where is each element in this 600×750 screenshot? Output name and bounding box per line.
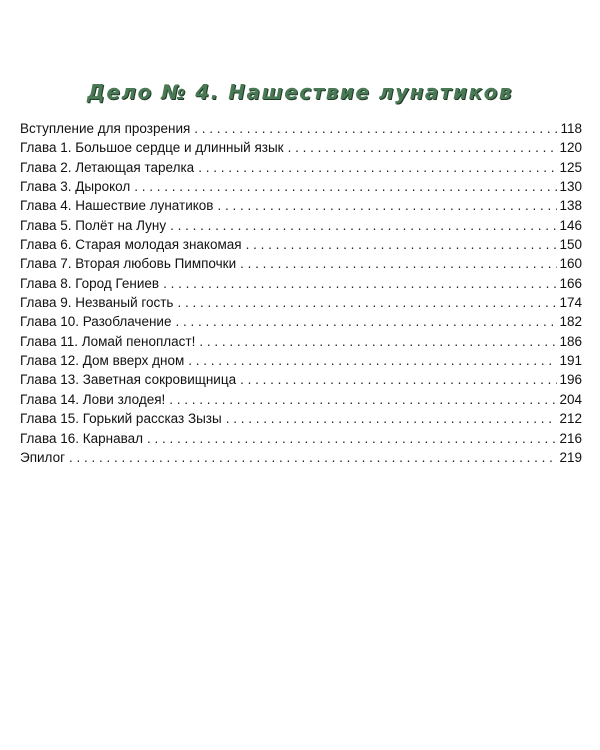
- toc-entry-title: Глава 8. Город Гениев: [20, 275, 160, 291]
- toc-leader-dots: [240, 254, 557, 273]
- toc-entry: [20, 448, 582, 467]
- toc-leader-dots: [217, 196, 557, 215]
- toc-entry-title: Глава 9. Незваный гость: [20, 295, 174, 311]
- toc-leader-dots: [69, 448, 557, 467]
- table-of-contents: [20, 119, 582, 467]
- toc-leader-dots: [240, 370, 557, 389]
- toc-entry-page-number: 160: [559, 256, 582, 272]
- toc-entry-page-number: 216: [559, 430, 582, 446]
- toc-entry: [20, 196, 582, 215]
- toc-leader-dots: [175, 312, 557, 331]
- toc-leader-dots: [194, 119, 558, 138]
- toc-entry-page-number: 120: [559, 140, 582, 156]
- toc-entry-title: Глава 11. Ломай пенопласт!: [20, 333, 196, 349]
- toc-entry-page-number: 118: [560, 121, 582, 136]
- toc-leader-dots: [199, 332, 557, 351]
- toc-entry: [20, 274, 582, 293]
- toc-entry-title: Глава 6. Старая молодая знакомая: [20, 237, 242, 253]
- toc-entry-page-number: 219: [559, 449, 582, 465]
- toc-entry-title: Глава 15. Горький рассказ Зызы: [20, 411, 222, 427]
- toc-entry: [20, 390, 582, 409]
- toc-leader-dots: [246, 235, 558, 254]
- toc-entry-title: Вступление для прозрения: [20, 121, 191, 136]
- toc-entry: [20, 293, 582, 312]
- toc-entry-title: Глава 5. Полёт на Луну: [20, 217, 167, 233]
- toc-entry: [20, 370, 582, 389]
- toc-entry-title: Эпилог: [20, 449, 66, 465]
- toc-leader-dots: [169, 390, 557, 409]
- toc-entry-title: Глава 3. Дырокол: [20, 179, 131, 195]
- toc-entry-page-number: 150: [559, 237, 582, 253]
- toc-leader-dots: [288, 138, 558, 157]
- toc-leader-dots: [188, 351, 557, 370]
- toc-entry-title: Глава 16. Карнавал: [20, 430, 143, 446]
- toc-leader-dots: [198, 158, 557, 177]
- toc-entry-title: Глава 1. Большое сердце и длинный язык: [20, 140, 284, 156]
- toc-entry-page-number: 174: [559, 295, 582, 311]
- toc-entry-title: Глава 7. Вторая любовь Пимпочки: [20, 256, 237, 272]
- toc-entry-title: Глава 13. Заветная сокровищница: [20, 372, 237, 388]
- toc-entry: [20, 216, 582, 235]
- toc-entry: [20, 429, 582, 448]
- toc-entry-title: Глава 4. Нашествие лунатиков: [20, 198, 214, 214]
- toc-leader-dots: [163, 274, 557, 293]
- toc-entry-page-number: 191: [559, 353, 582, 369]
- toc-entry-page-number: 138: [559, 198, 582, 214]
- toc-entry-page-number: 212: [559, 411, 582, 427]
- toc-entry-page-number: 130: [559, 179, 582, 195]
- toc-entry-page-number: 166: [559, 275, 582, 291]
- toc-entry-title: Глава 12. Дом вверх дном: [20, 353, 185, 369]
- toc-leader-dots: [226, 409, 558, 428]
- toc-entry-page-number: 125: [559, 159, 582, 175]
- section-heading: Дело № 4. Нашествие лунатиков: [87, 80, 513, 104]
- toc-entry: [20, 254, 582, 273]
- toc-entry: [20, 119, 582, 138]
- toc-entry: [20, 351, 582, 370]
- toc-leader-dots: [170, 216, 557, 235]
- toc-entry: [20, 177, 582, 196]
- toc-entry-page-number: 182: [559, 314, 582, 330]
- toc-entry: [20, 235, 582, 254]
- toc-entry-page-number: 146: [559, 217, 582, 233]
- toc-entry: [20, 138, 582, 157]
- toc-entry-page-number: 196: [559, 372, 582, 388]
- toc-leader-dots: [147, 429, 557, 448]
- toc-entry: [20, 332, 582, 351]
- toc-leader-dots: [177, 293, 557, 312]
- toc-entry-title: Глава 10. Разоблачение: [20, 314, 172, 330]
- toc-leader-dots: [134, 177, 557, 196]
- toc-entry-title: Глава 2. Летающая тарелка: [20, 159, 195, 175]
- toc-entry-title: Глава 14. Лови злодея!: [20, 391, 166, 407]
- toc-entry-page-number: 204: [559, 391, 582, 407]
- toc-entry: [20, 312, 582, 331]
- toc-entry: [20, 409, 582, 428]
- toc-entry-page-number: 186: [559, 333, 582, 349]
- toc-entry: [20, 158, 582, 177]
